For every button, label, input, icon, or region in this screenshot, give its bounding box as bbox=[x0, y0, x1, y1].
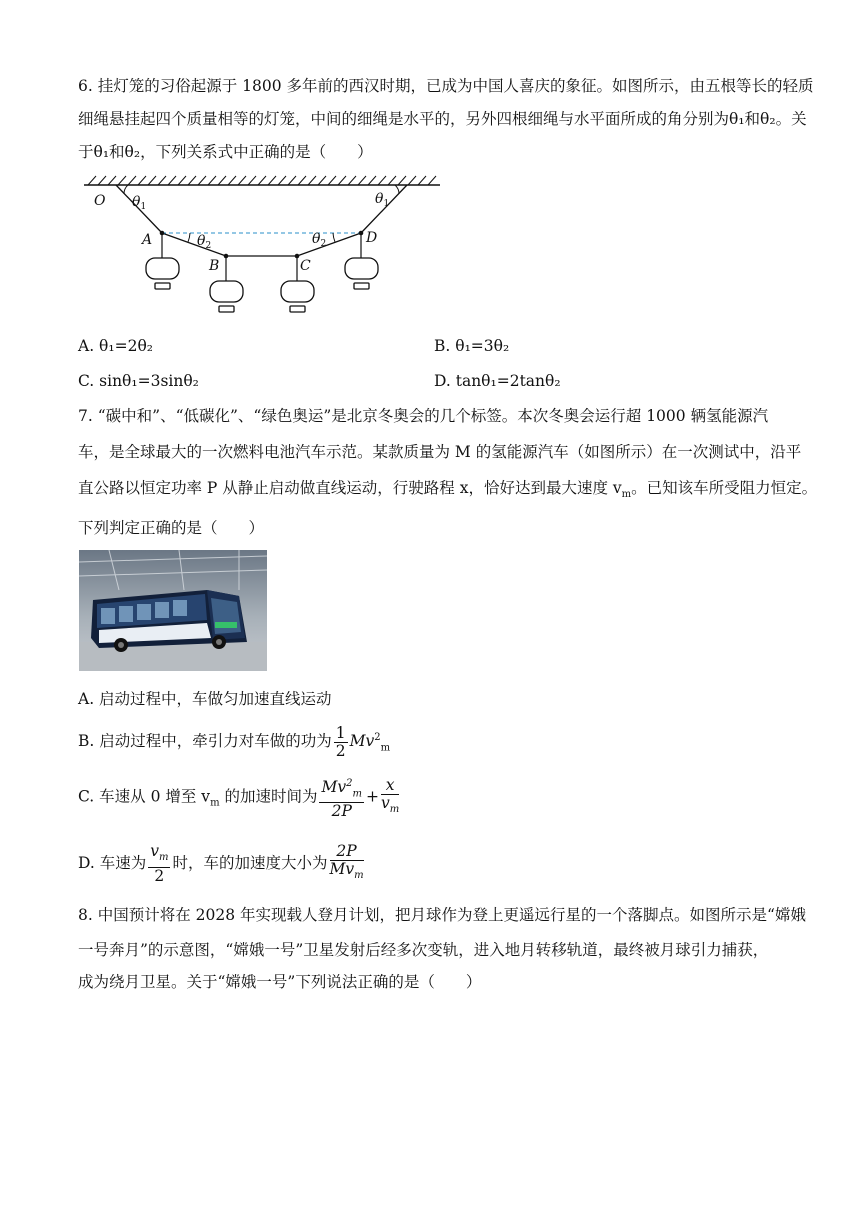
lantern-a-tassel bbox=[155, 283, 170, 289]
q7-stem-line-1: 7. “碳中和”、“低碳化”、“绿色奥运”是北京冬奥会的几个标签。本次冬奥会运行超 1000 辆氢能源汽 bbox=[78, 407, 769, 425]
label-theta2-left: $\theta_2$ bbox=[197, 233, 212, 251]
q7-option-d-fraction-2: $\frac{2P}{Mv_m}$ bbox=[329, 842, 364, 882]
theta1-left-arc bbox=[124, 185, 128, 194]
q7-stem-line-3: 直公路以恒定功率 P 从静止启动做直线运动，行驶路程 x，恰好达到最大速度 $v_m$。已知该车所受阻力恒定。 bbox=[78, 479, 818, 501]
ceiling-hatch bbox=[88, 176, 436, 185]
hydrogen-bus-photo bbox=[79, 550, 267, 671]
lantern-diagram bbox=[82, 170, 447, 320]
q7-stem-line-4: 下列判定正确的是（ ） bbox=[78, 519, 265, 537]
strings bbox=[116, 185, 407, 256]
lantern-a bbox=[146, 258, 179, 279]
label-theta1-right: $\theta_1$ bbox=[375, 191, 390, 209]
q7-option-b-fraction: $\frac{1}{2}$ bbox=[335, 723, 346, 760]
label-theta1-left: $\theta_1$ bbox=[132, 194, 147, 212]
lantern-b-tassel bbox=[219, 306, 234, 312]
q6-option-c: C. sinθ₁=3sinθ₂ bbox=[78, 372, 199, 390]
q6-option-d: D. tanθ₁=2tanθ₂ bbox=[434, 372, 561, 390]
label-o: O bbox=[94, 193, 106, 209]
q8-stem-line-3: 成为绕月卫星。关于“嫦娥一号”下列说法正确的是（ ） bbox=[78, 973, 482, 991]
q6-stem-line-1: 6. 挂灯笼的习俗起源于 1800 多年前的西汉时期，已成为中国人喜庆的象征。如图所示，由五根等长的轻质 bbox=[78, 77, 814, 95]
q7-option-c: C. 车速从 0 增至 $v_m$ 的加速时间为 $\frac{Mv^2_m}{2P}$ + $\frac{x}{v_m}$ bbox=[78, 776, 400, 821]
q8-stem-line-1: 8. 中国预计将在 2028 年实现载人登月计划，把月球作为登上更遥远行星的一个落脚点。如图所示是“嫦娥 bbox=[78, 906, 806, 924]
q6-option-a: A. θ₁=2θ₂ bbox=[78, 337, 153, 355]
q6-stem-line-3: 于θ₁和θ₂，下列关系式中正确的是（ ） bbox=[78, 143, 373, 161]
q8-stem-line-2: 一号奔月”的示意图，“嫦娥一号”卫星发射后经多次变轨，进入地月转移轨道，最终被月球引力捕获， bbox=[78, 941, 769, 959]
lantern-c-tassel bbox=[290, 306, 305, 312]
theta2-right-arc bbox=[333, 233, 335, 242]
theta2-left-arc bbox=[188, 233, 190, 242]
lantern-b bbox=[210, 281, 243, 302]
label-b: B bbox=[209, 258, 220, 274]
theta1-right-arc bbox=[395, 185, 399, 194]
label-d: D bbox=[366, 230, 378, 246]
q7-option-d: D. 车速为 $\frac{v_m}{2}$ 时，车的加速度大小为 $\frac{2P}{Mv_m}$ bbox=[78, 842, 364, 885]
lanterns bbox=[146, 258, 378, 312]
q7-option-d-fraction-1: $\frac{v_m}{2}$ bbox=[150, 842, 169, 885]
q7-option-b: B. 启动过程中，牵引力对车做的功为 $\frac{1}{2}$ $Mv^2_m$ bbox=[78, 723, 391, 760]
lantern-c bbox=[281, 281, 314, 302]
lantern-d-tassel bbox=[354, 283, 369, 289]
q6-option-b: B. θ₁=3θ₂ bbox=[434, 337, 510, 355]
label-theta2-right: $\theta_2$ bbox=[312, 231, 327, 249]
q7-option-c-fraction-2: $\frac{x}{v_m}$ bbox=[380, 776, 400, 816]
label-c: C bbox=[300, 258, 311, 274]
q7-stem-line-2: 车，是全球最大的一次燃料电池汽车示范。某款质量为 M 的氢能源汽车（如图所示）在一次测试中，沿平 bbox=[78, 443, 802, 461]
lantern-d bbox=[345, 258, 378, 279]
label-a: A bbox=[142, 232, 153, 248]
lantern-hangers bbox=[162, 233, 361, 281]
q7-option-c-fraction-1: $\frac{Mv^2_m}{2P}$ bbox=[319, 775, 364, 820]
q7-option-a: A. 启动过程中，车做匀加速直线运动 bbox=[78, 690, 332, 708]
q6-stem-line-2: 细绳悬挂起四个质量相等的灯笼，中间的细绳是水平的，另外四根细绳与水平面所成的角分别为θ₁和θ₂。关 bbox=[78, 110, 807, 128]
